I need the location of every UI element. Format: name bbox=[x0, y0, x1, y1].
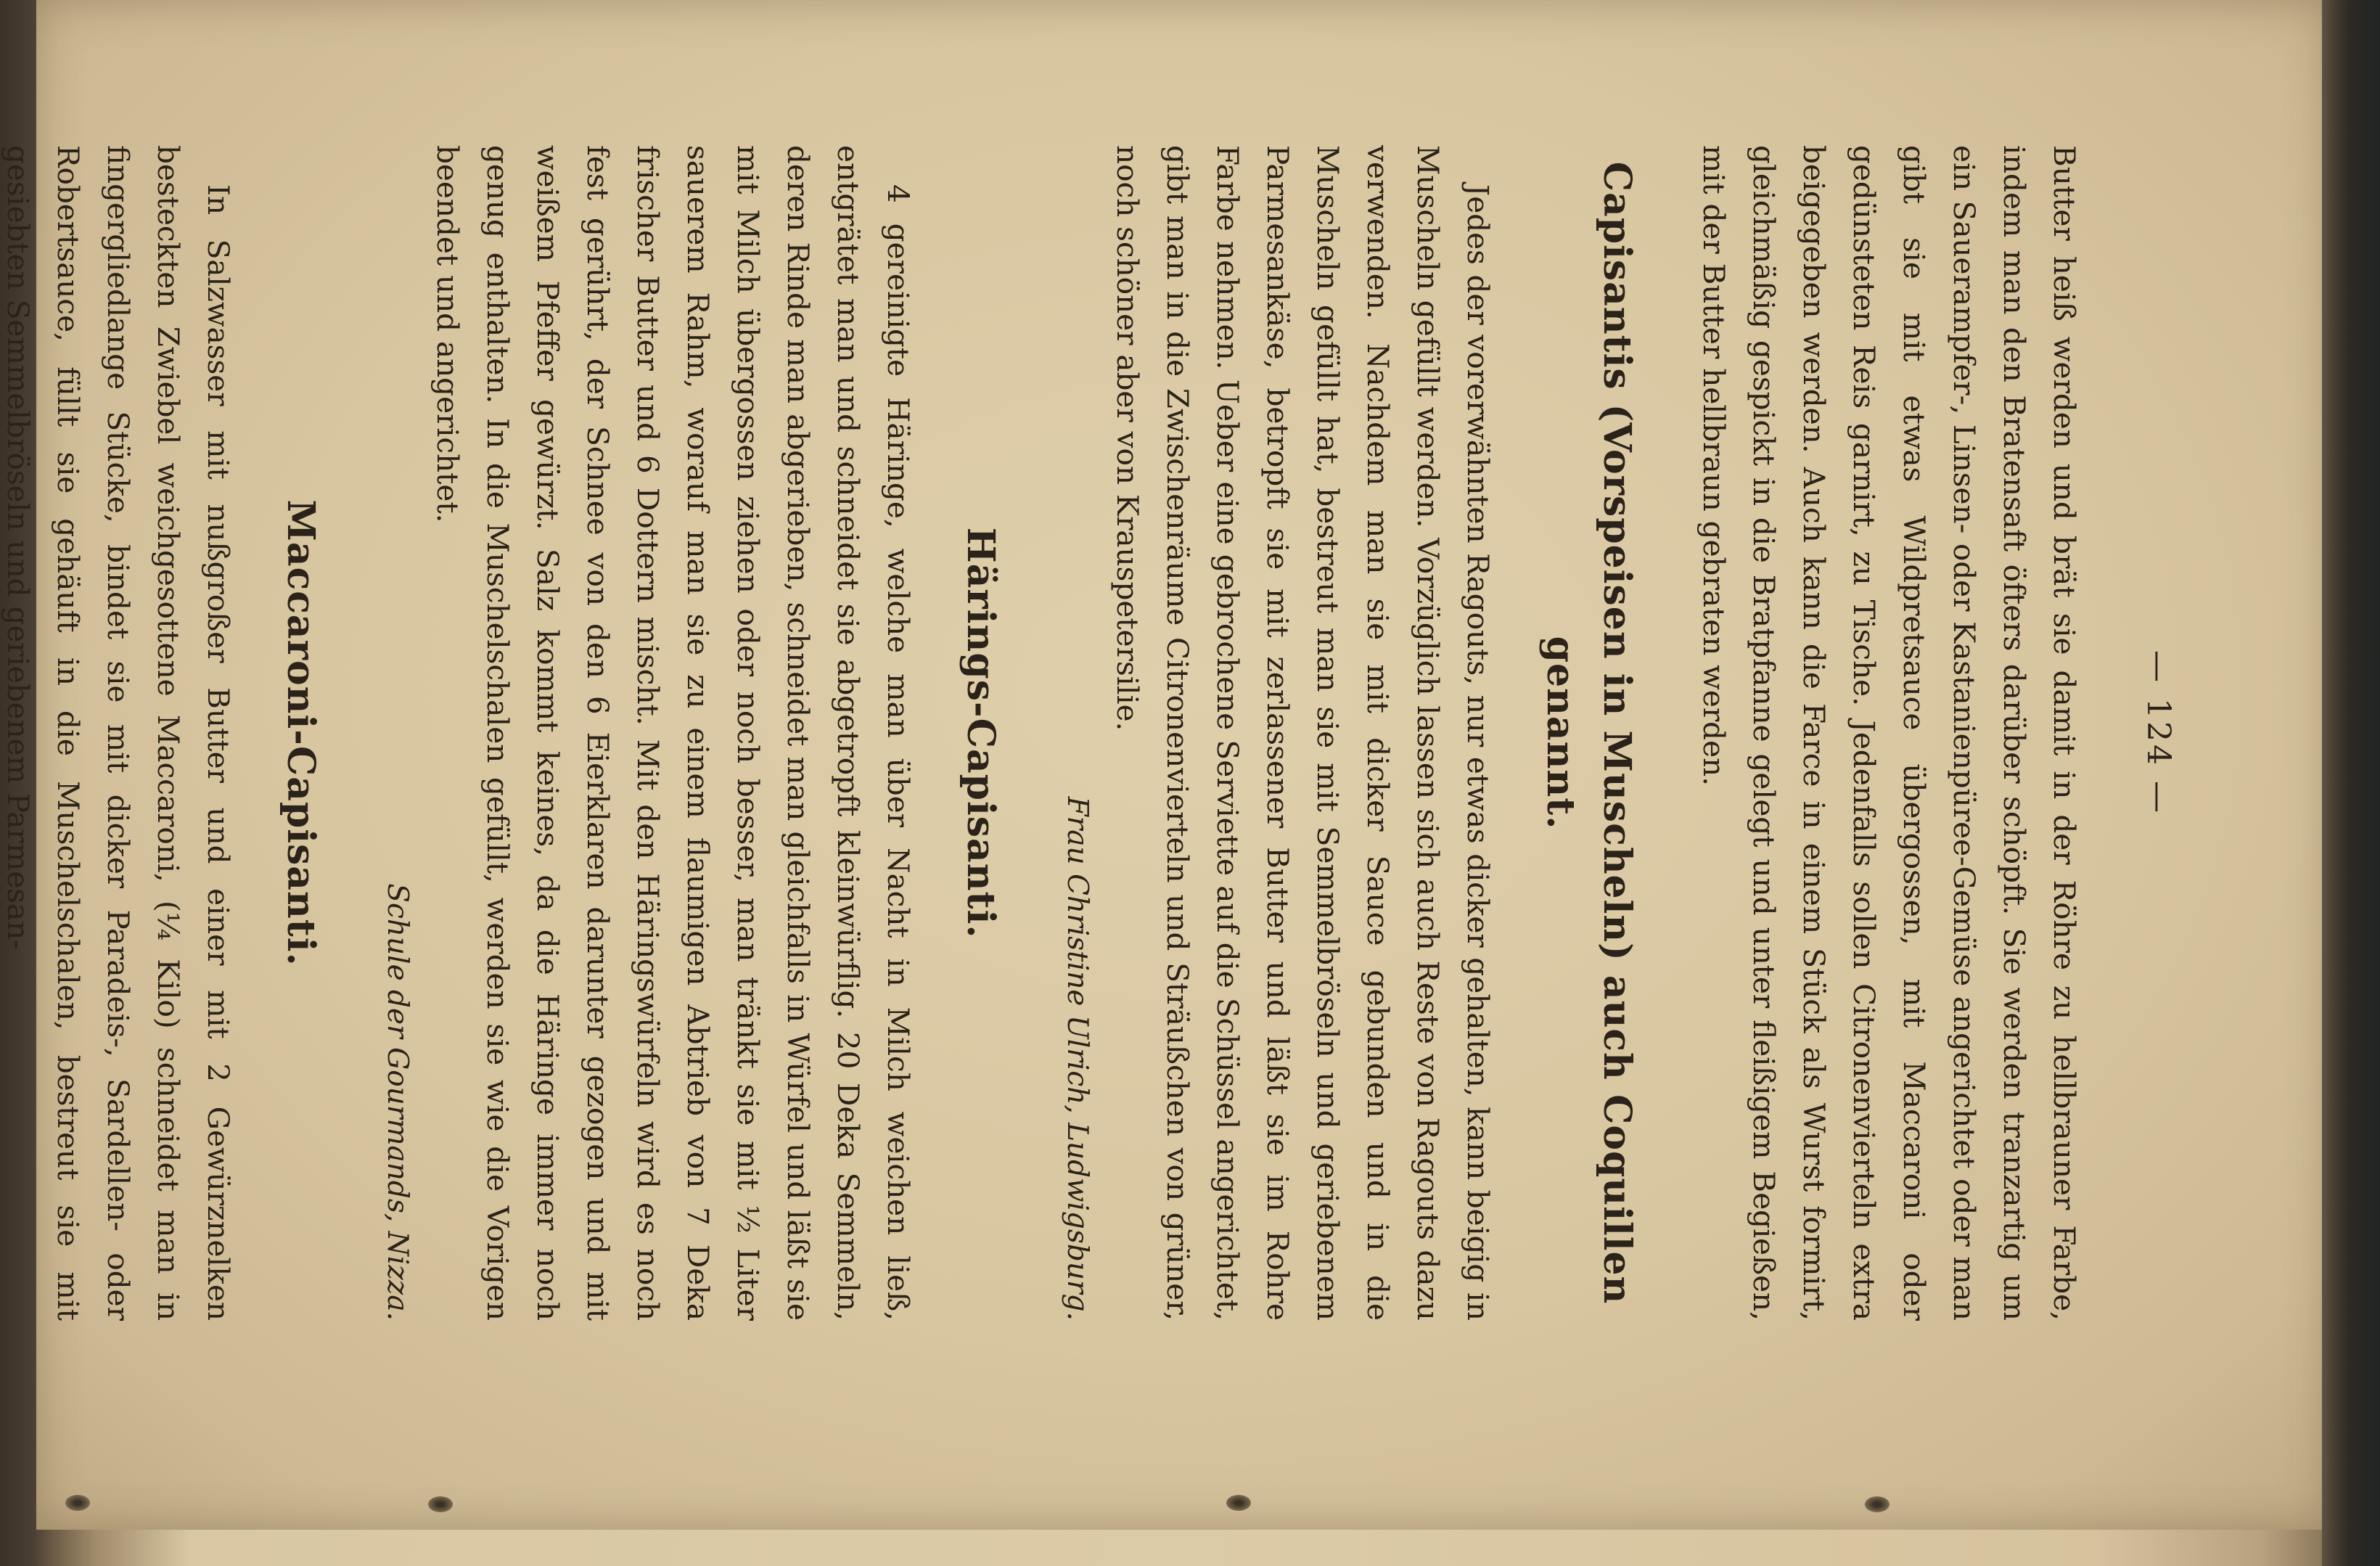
recipe-body: 4 gereinigte Häringe, welche man über Nacht in Milch weichen ließ, entgrätet man und schneidet sie abgetropft kleinwürflig. 20 Deka Semmeln, deren Rinde man abgerieben, schneidet man gleichfalls in Würfel und läßt sie mit Milch übergossen ziehen oder noch besser, man tränkt sie mit ½ Liter sauerem Rahm, worauf man sie zu einem flaumigen Abtrieb von 7 Deka frischer Butter und 6 Dottern mischt. Mit den Häringswürfeln wird es noch fest gerührt, der Schnee von den 6 Eierklaren darunter gezogen und mit weißem Pfeffer gewürzt. Salz kommt keines, da die Häringe immer noch genug enthalten. In die Muschelschalen gefüllt, werden sie wie die Vorigen beendet und angerichtet. bbox=[430, 145, 916, 1321]
binding-thread-hole bbox=[428, 1496, 453, 1512]
rotated-text-block bbox=[1, 36, 2271, 1459]
recipe-title: Capisantis (Vorspeisen in Muscheln) auch Coquillen genannt. bbox=[1538, 161, 1639, 1305]
book-spine bbox=[2322, 0, 2380, 1566]
binding-thread-hole bbox=[65, 1495, 90, 1511]
recipe-body: In Salzwasser mit nußgroßer Butter und einer mit 2 Gewürznelken besteckten Zwiebel weichgesottene Maccaroni, (¼ Kilo) schneidet man in fingergliedlange Stücke, bindet sie mit dicker Paradeis-, Sardellen- oder Robertsauce, füllt sie gehäuft in die Muschelschalen, bestreut sie mit gesiebten Semmelbröseln und geriebenem Parmesan- bbox=[1, 145, 236, 1321]
recipe-section bbox=[0, 145, 329, 1321]
binding-thread-hole bbox=[1226, 1495, 1251, 1511]
recipe-title: Maccaroni-Capisanti. bbox=[279, 499, 323, 967]
page-number: — 124 — bbox=[2140, 650, 2177, 816]
recipe-section bbox=[372, 145, 1009, 1321]
continuation-paragraph: Butter heiß werden und brät sie damit in der Röhre zu hellbrauner Farbe, indem man den Bratensaft öfters darüber schöpft. Sie werden tranzartig um ein Sauerampfer-, Linsen- oder Kastanienpüree-Gemüse angerichtet oder man gibt sie mit etwas Wildpretsauce übergossen, mit Maccaroni oder gedünsteten Reis garnirt, zu Tische. Jedenfalls sollen Citronenvierteln extra beigegeben werden. Auch kann die Farce in einem Stück als Wurst formirt, gleichmäßig gespickt in die Bratpfanne gelegt und unter fleißigem Begießen, mit der Butter hellbraun gebraten werden. bbox=[1696, 145, 2082, 1321]
binding-thread-hole bbox=[1865, 1496, 1889, 1512]
recipe-section bbox=[1052, 145, 1645, 1321]
recipe-attribution: Frau Christine Ulrich, Ludwigsburg. bbox=[1061, 796, 1093, 1321]
recipe-body: Jedes der vorerwähnten Ragouts, nur etwas dicker gehalten, kann beigig in Muscheln gefüllt werden. Vorzüglich lassen sich auch Reste von Ragouts dazu verwenden. Nachdem man sie mit dicker Sauce gebunden und in die Muscheln gefüllt hat, bestreut man sie mit Semmelbröseln und geriebenem Parmesankäse, betropft sie mit zerlassener Butter und läßt sie im Rohre Farbe nehmen. Ueber eine gebrochene Serviette auf die Schüssel angerichtet, gibt man in die Zwischenräume Citronenvierteln und Sträußchen von grüner, noch schöner aber von Krauspetersilie. bbox=[1110, 145, 1495, 1321]
recipe-title: Härings-Capisanti. bbox=[959, 527, 1003, 939]
page-content bbox=[1, 36, 2271, 1459]
recipe-attribution: Schule der Gourmands, Nizza. bbox=[381, 883, 414, 1321]
